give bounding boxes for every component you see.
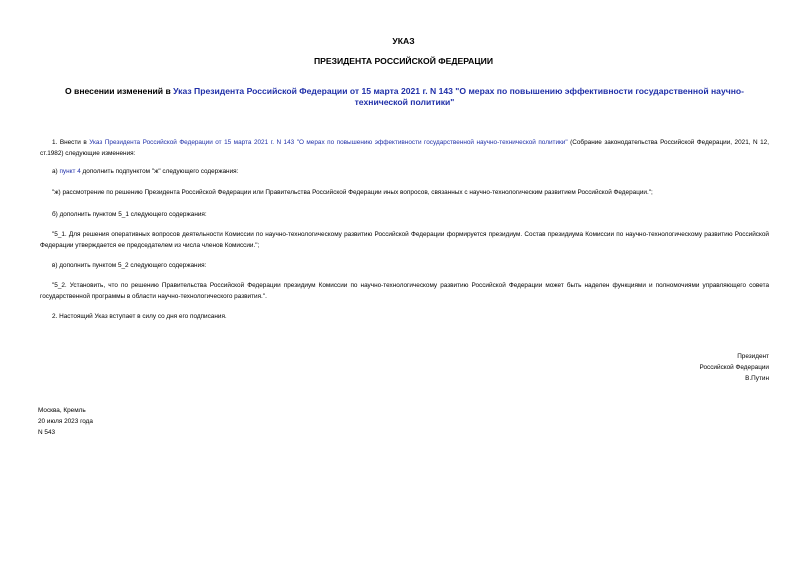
signature-name: В.Путин (745, 375, 769, 382)
document-footer (38, 405, 93, 438)
paragraph-2-prefix: а) (52, 168, 60, 175)
signing-date: 20 июля 2023 года (38, 418, 93, 425)
paragraph-7: "5_2. Установить, что по решению Правительства Российской Федерации президиум Комиссии по научно-технологическому развитию Российской Федерации может быть наделен функциями и полномочиями управляющего совета государственной программы в области научно-технологического развития.". (40, 282, 769, 300)
paragraph-1-prefix: 1. Внести в (52, 139, 90, 146)
paragraph-2-suffix: дополнить подпунктом "ж" следующего содержания: (80, 168, 239, 175)
signature-position: Президент (737, 353, 769, 360)
signature-block (700, 351, 770, 384)
subtitle-prefix: О внесении изменений в (64, 86, 174, 96)
paragraph-5: "5_1. Для решения оперативных вопросов деятельности Комиссии по научно-технологическому развитию Российской Федерации формируется президиум. Состав президиума Комиссии по научно-технологическому развитию Российской Федерации утверждается ее председателем из числа членов Комиссии."; (40, 231, 769, 249)
signature-country: Российской Федерации (699, 364, 769, 371)
signing-place: Москва, Кремль (38, 407, 86, 414)
document-number: N 543 (38, 429, 56, 436)
paragraph-2 (40, 166, 769, 177)
document-subtitle (40, 86, 769, 108)
subtitle-decree-link[interactable]: Указ Президента Российской Федерации от 15 марта 2021 г. N 143 "О мерах по повышению эффективности государственной научно-технической политики" (173, 86, 745, 107)
paragraph-2-item-link[interactable]: пункт 4 (59, 168, 81, 175)
paragraph-1 (40, 137, 769, 159)
document-title: УКАЗ (392, 36, 415, 46)
paragraph-4: б) дополнить пунктом 5_1 следующего содержания: (52, 211, 207, 218)
paragraph-3: "ж) рассмотрение по решению Президента Российской Федерации или Правительства Российской Федерации иных вопросов, связанных с научно-технологическим развитием Российской Федерации."; (52, 189, 653, 196)
paragraph-6: в) дополнить пунктом 5_2 следующего содержания: (52, 262, 207, 269)
paragraph-1-suffix: (Собрание законодательства Российской Федерации, 2021, N 12, ст.1982) следующие изменения: (40, 139, 769, 157)
paragraph-1-decree-link[interactable]: Указ Президента Российской Федерации от 15 марта 2021 г. N 143 "О мерах по повышению эффективности государственной научно-технической политики" (89, 139, 568, 146)
paragraph-8: 2. Настоящий Указ вступает в силу со дня его подписания. (52, 313, 227, 320)
document-issuer: ПРЕЗИДЕНТА РОССИЙСКОЙ ФЕДЕРАЦИИ (313, 56, 494, 66)
